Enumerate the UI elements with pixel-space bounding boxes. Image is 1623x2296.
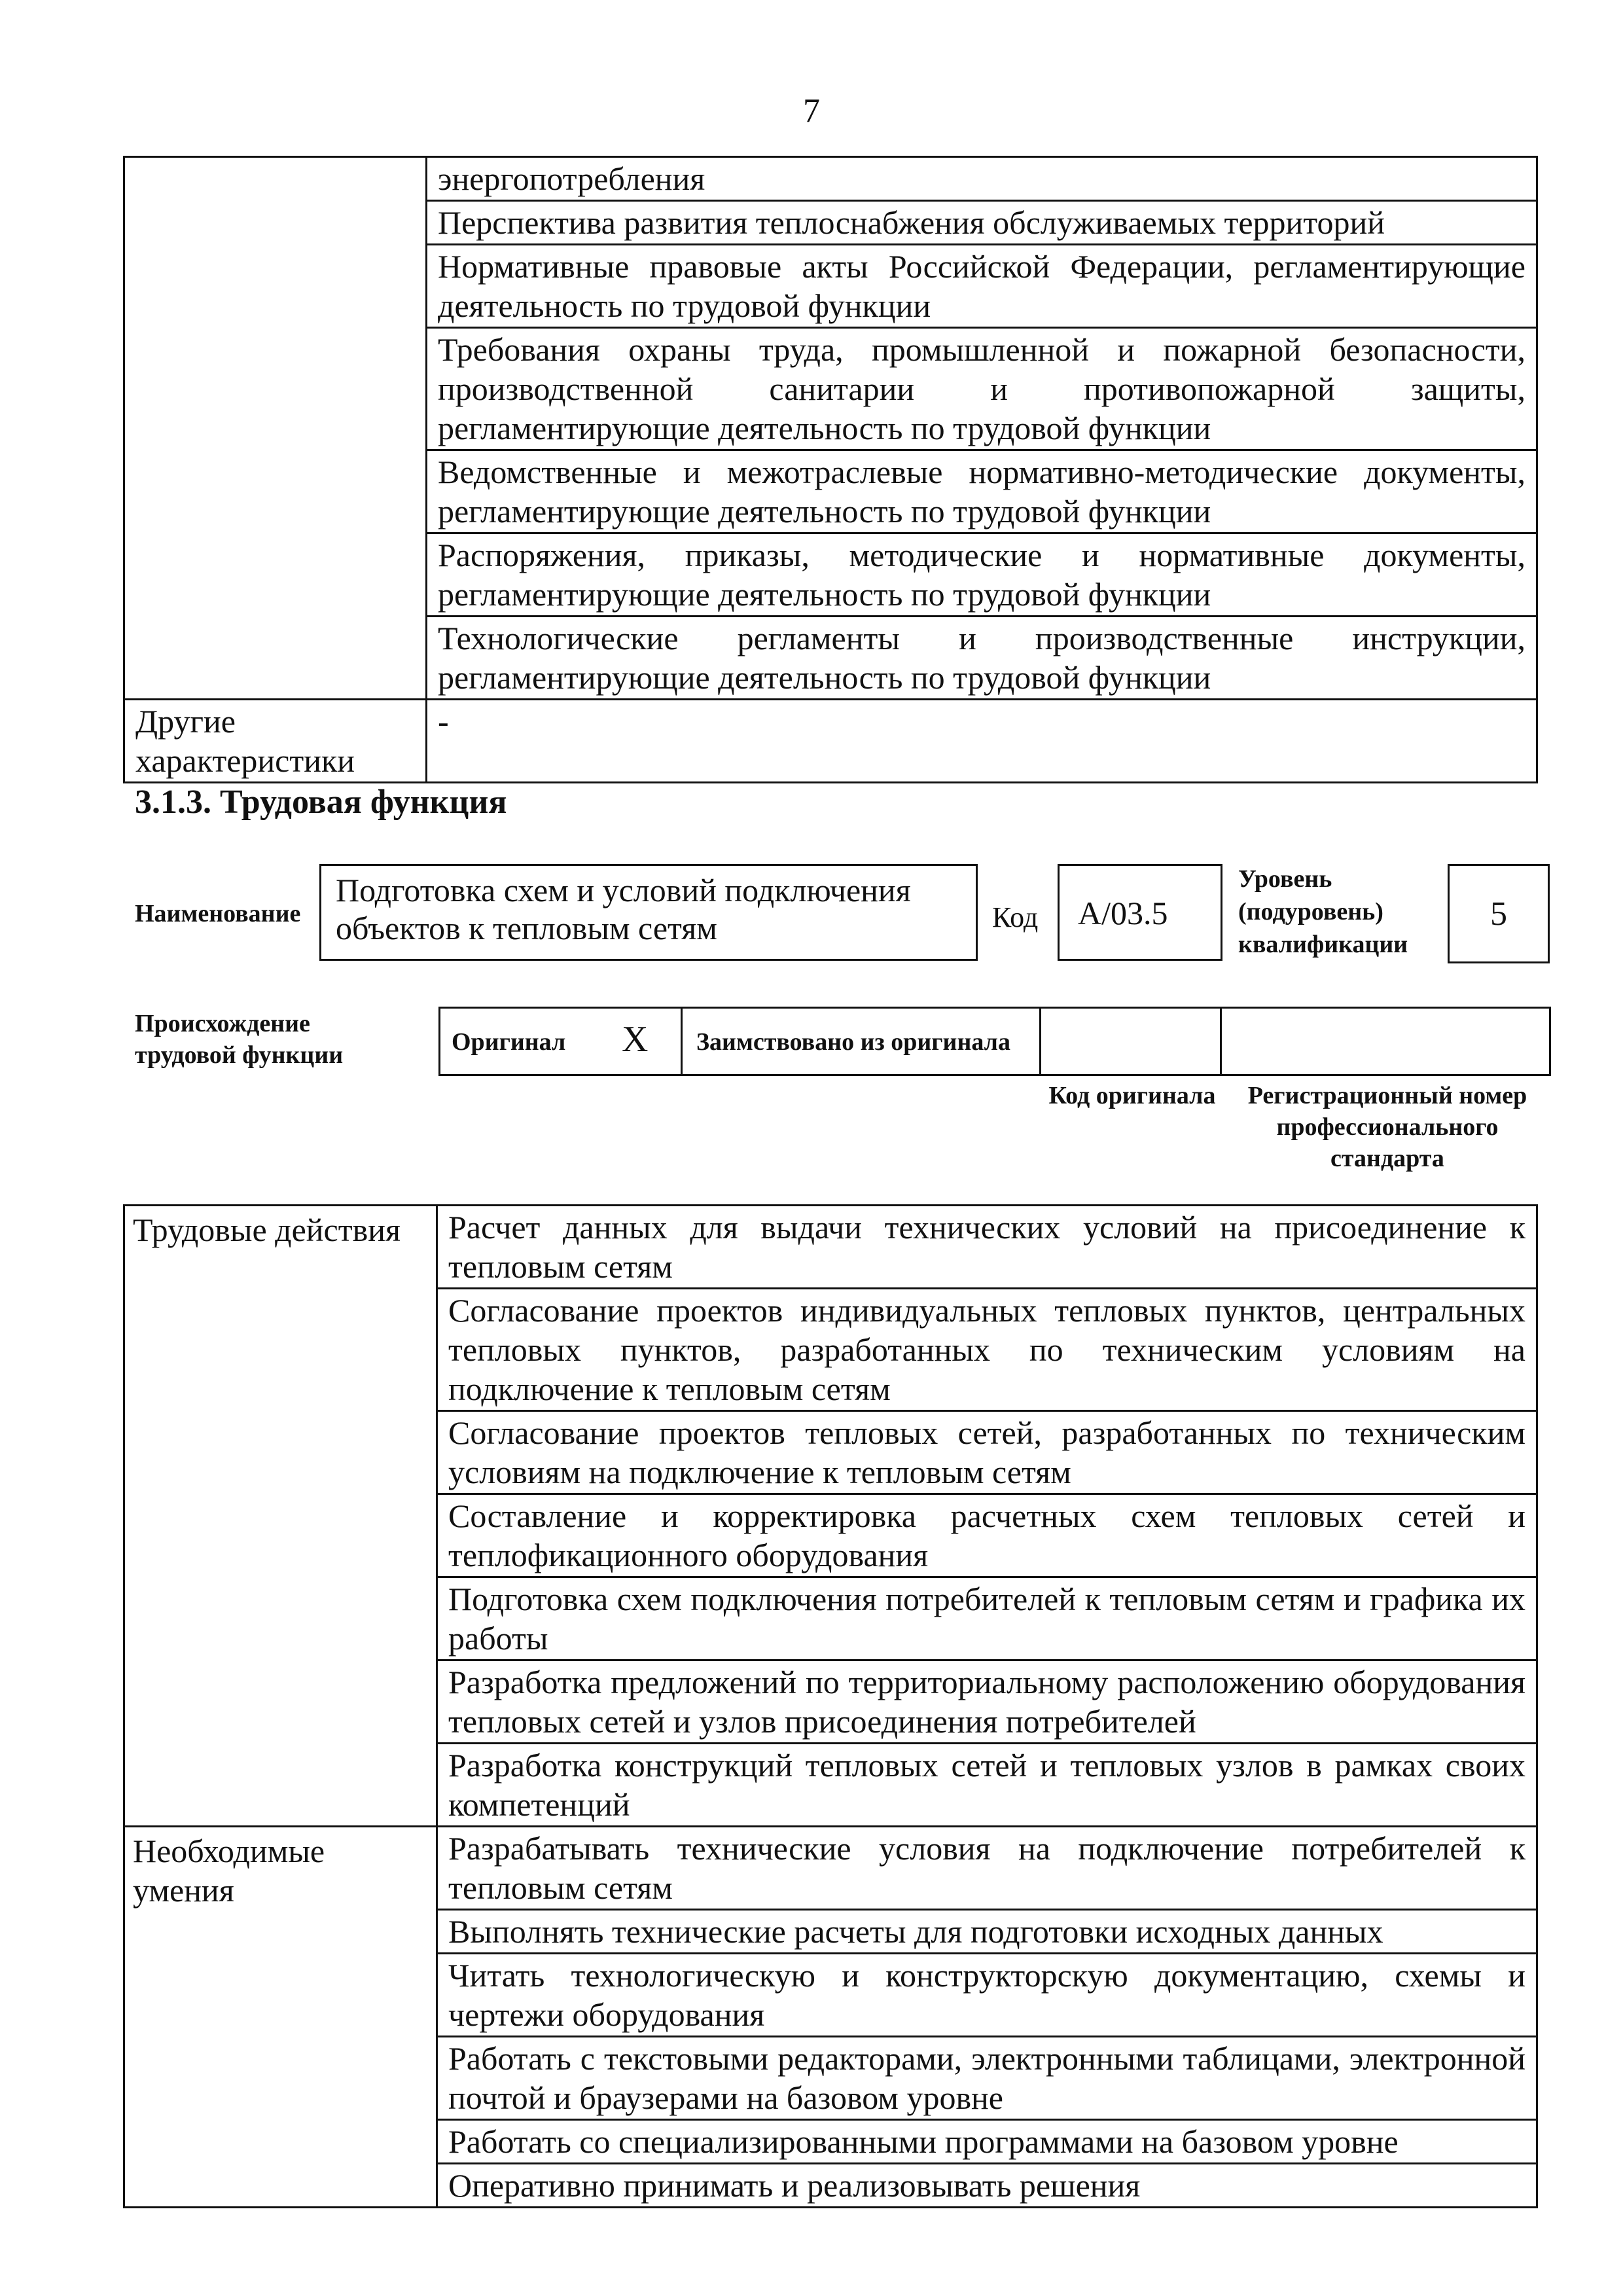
origin-label: Происхождение трудовой функции — [135, 1010, 344, 1069]
function-table — [123, 1204, 1538, 2208]
original-mark: X — [622, 1019, 649, 1060]
table-cell: Разрабатывать технические условия на подключение потребителей к тепловым сетям — [437, 1827, 1537, 1910]
table-row — [124, 700, 1537, 783]
section-title: 3.1.3. Трудовая функция — [135, 783, 507, 821]
table-cell: Составление и корректировка расчетных схем тепловых сетей и теплофикационного оборудования — [437, 1494, 1537, 1577]
table-row — [124, 1827, 1537, 1910]
table-cell: Ведомственные и межотраслевые нормативно-методические документы, регламентирующие деятельность по трудовой функции — [427, 450, 1537, 533]
table-row — [124, 1206, 1537, 1289]
table-cell: Разработка конструкций тепловых сетей и тепловых узлов в рамках своих компетенций — [437, 1744, 1537, 1827]
divider — [681, 1007, 683, 1076]
code-original-caption: Код оригинала — [1048, 1082, 1216, 1109]
table-cell: Технологические регламенты и производственные инструкции, регламентирующие деятельность по трудовой функции — [427, 617, 1537, 700]
table-cell: Нормативные правовые акты Российской Федерации, регламентирующие деятельность по трудовой функции — [427, 245, 1537, 328]
table-cell: Подготовка схем подключения потребителей к тепловым сетям и графика их работы — [437, 1577, 1537, 1660]
reg-number-caption: Регистрационный номер профессионального стандарта — [1247, 1082, 1527, 1172]
continuation-table — [123, 156, 1538, 783]
table-cell: Согласование проектов тепловых сетей, разработанных по техническим условиям на подключение к тепловым сетям — [437, 1411, 1537, 1494]
table-cell: энергопотребления — [427, 157, 1537, 201]
other-characteristics-label: Другие характеристики — [124, 700, 427, 783]
code-label: Код — [992, 901, 1039, 933]
code-value: A/03.5 — [1058, 864, 1222, 961]
empty-label-cell — [124, 157, 427, 700]
table-cell: Требования охраны труда, промышленной и пожарной безопасности, производственной санитарии и противопожарной защиты, регламентирующие деятельность по трудовой функции — [427, 328, 1537, 450]
level-label: Уровень (подуровень) квалификации — [1238, 865, 1408, 958]
table-cell: Расчет данных для выдачи технических условий на присоединение к тепловым сетям — [437, 1206, 1537, 1289]
divider — [1220, 1007, 1222, 1076]
table-row — [124, 157, 1537, 201]
table-cell: Работать с текстовыми редакторами, электронными таблицами, электронной почтой и браузерами на базовом уровне — [437, 2037, 1537, 2120]
name-label: Наименование — [135, 900, 301, 927]
table-cell: Работать со специализированными программами на базовом уровне — [437, 2120, 1537, 2164]
divider — [1039, 1007, 1041, 1076]
labor-actions-label: Трудовые действия — [124, 1206, 437, 1827]
table-cell: Оперативно принимать и реализовывать решения — [437, 2164, 1537, 2208]
table-cell: Разработка предложений по территориальному расположению оборудования тепловых сетей и узлов присоединения потребителей — [437, 1660, 1537, 1744]
table-cell: Читать технологическую и конструкторскую документацию, схемы и чертежи оборудования — [437, 1954, 1537, 2037]
table-cell: Перспектива развития теплоснабжения обслуживаемых территорий — [427, 201, 1537, 245]
table-cell: Согласование проектов индивидуальных тепловых пунктов, центральных тепловых пунктов, разработанных по техническим условиям на подключение к тепловым сетям — [437, 1289, 1537, 1411]
other-characteristics-value: - — [427, 700, 1537, 783]
borrowed-label: Заимствовано из оригинала — [696, 1028, 1010, 1056]
original-label: Оригинал — [452, 1028, 566, 1056]
required-skills-label: Необходимые умения — [124, 1827, 437, 2208]
function-name-value: Подготовка схем и условий подключения объектов к тепловым сетям — [319, 864, 978, 961]
table-cell: Выполнять технические расчеты для подготовки исходных данных — [437, 1910, 1537, 1954]
level-value: 5 — [1448, 864, 1550, 963]
page-number: 7 — [803, 92, 820, 130]
table-cell: Распоряжения, приказы, методические и нормативные документы, регламентирующие деятельность по трудовой функции — [427, 533, 1537, 617]
